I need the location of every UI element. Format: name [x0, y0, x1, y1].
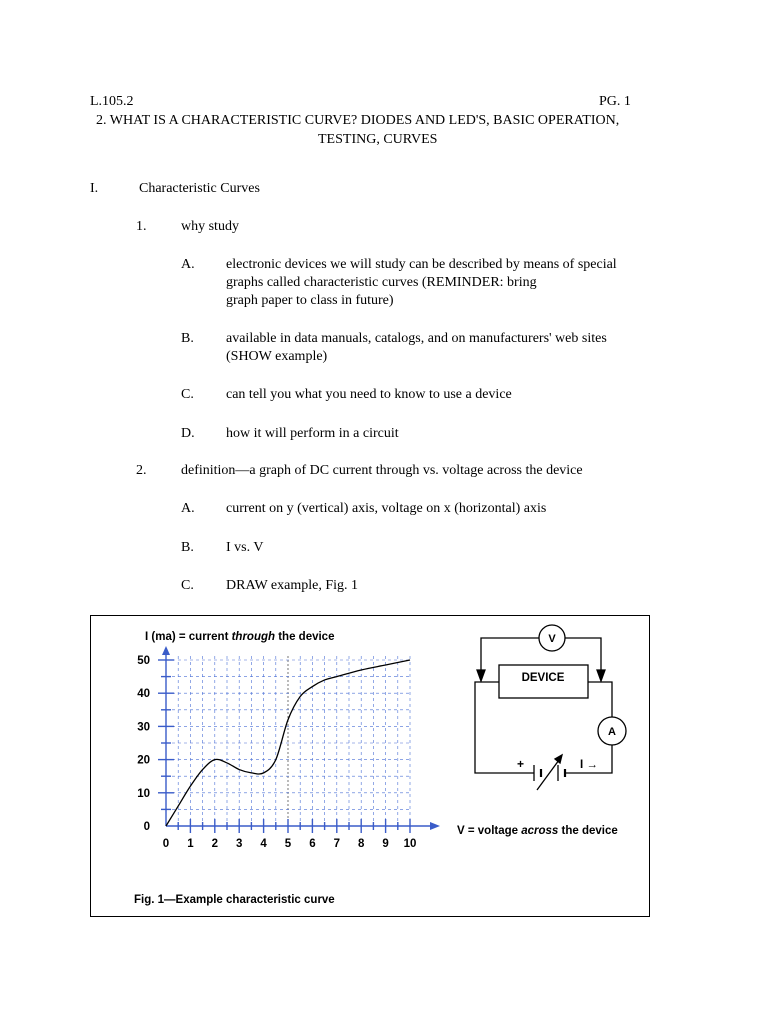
lead-arrow-right	[597, 670, 605, 681]
title-line-2: TESTING, CURVES	[318, 132, 438, 147]
item-2b-line-1: I vs. V	[226, 540, 264, 555]
y-tick-label: 10	[137, 787, 150, 800]
x-tick-label: 5	[284, 838, 292, 850]
section-number: I.	[90, 181, 99, 196]
x-axis-arrow	[430, 822, 440, 830]
x-tick-label: 1	[187, 838, 194, 850]
item-1c-line-1: can tell you what you need to know to use a device	[226, 387, 512, 402]
y-tick-label: 20	[137, 754, 150, 767]
item-1-number: 1.	[136, 219, 147, 234]
item-1a-line-1: electronic devices we will study can be described by means of special	[226, 257, 617, 272]
item-1d-letter: D.	[181, 426, 195, 441]
chart-grid	[166, 656, 410, 826]
item-2-label: definition—a graph of DC current through vs. voltage across the device	[181, 463, 583, 478]
device-label: DEVICE	[521, 672, 565, 684]
x-tick-label: 7	[333, 838, 341, 850]
item-2c-line-1: DRAW example, Fig. 1	[226, 578, 358, 593]
x-axis-label: V = voltage across the device	[457, 825, 618, 837]
x-tick-labels	[163, 838, 417, 850]
voltmeter-label: V	[548, 633, 556, 645]
item-2-number: 2.	[136, 463, 147, 478]
y-axis-label: I (ma) = current through the device	[145, 631, 335, 643]
item-1-label: why study	[181, 219, 239, 234]
y-axis-arrow	[162, 646, 170, 655]
y-tick-label: 40	[137, 688, 150, 701]
y-tick-label: 50	[137, 655, 150, 667]
y-tick-label: 0	[143, 821, 150, 833]
x-tick-label: 10	[403, 838, 417, 850]
circuit-diagram	[475, 625, 626, 790]
variable-arrow-head	[555, 755, 562, 763]
item-1c-letter: C.	[181, 387, 194, 402]
x-tick-label: 4	[260, 838, 267, 850]
x-tick-label: 3	[235, 838, 243, 850]
x-tick-label: 6	[309, 838, 316, 850]
item-1a-line-2: graphs called characteristic curves (REMINDER: bring	[226, 275, 537, 290]
item-1a-line-3: graph paper to class in future)	[226, 293, 394, 308]
x-tick-label: 0	[162, 838, 170, 850]
x-tick-label: 8	[357, 838, 365, 850]
y-tick-label: 30	[137, 721, 150, 734]
battery-plus-label: +	[517, 757, 525, 771]
item-2c-letter: C.	[181, 578, 194, 593]
figure-caption: Fig. 1—Example characteristic curve	[134, 894, 335, 906]
item-2b-letter: B.	[181, 540, 194, 555]
x-tick-label: 2	[211, 838, 219, 850]
title-line-1: 2. WHAT IS A CHARACTERISTIC CURVE? DIODES AND LED'S, BASIC OPERATION,	[96, 113, 620, 128]
ammeter-label: A	[608, 726, 616, 738]
current-direction-label: I →	[580, 759, 598, 771]
item-2a-line-1: current on y (vertical) axis, voltage on x (horizontal) axis	[226, 501, 547, 516]
item-1b-line-1: available in data manuals, catalogs, and on manufacturers' web sites	[226, 331, 607, 346]
x-tick-label: 9	[382, 838, 389, 850]
item-1b-line-2: (SHOW example)	[226, 349, 328, 364]
item-1d-line-1: how it will perform in a circuit	[226, 426, 399, 441]
lead-arrow-left	[477, 670, 485, 681]
y-tick-labels	[137, 655, 150, 833]
wire-right-top	[588, 682, 612, 717]
item-1b-letter: B.	[181, 331, 194, 346]
page-number: PG. 1	[599, 94, 631, 109]
section-label: Characteristic Curves	[139, 181, 260, 196]
lesson-code: L.105.2	[90, 94, 134, 109]
item-2a-letter: A.	[181, 501, 195, 516]
item-1a-letter: A.	[181, 257, 195, 272]
